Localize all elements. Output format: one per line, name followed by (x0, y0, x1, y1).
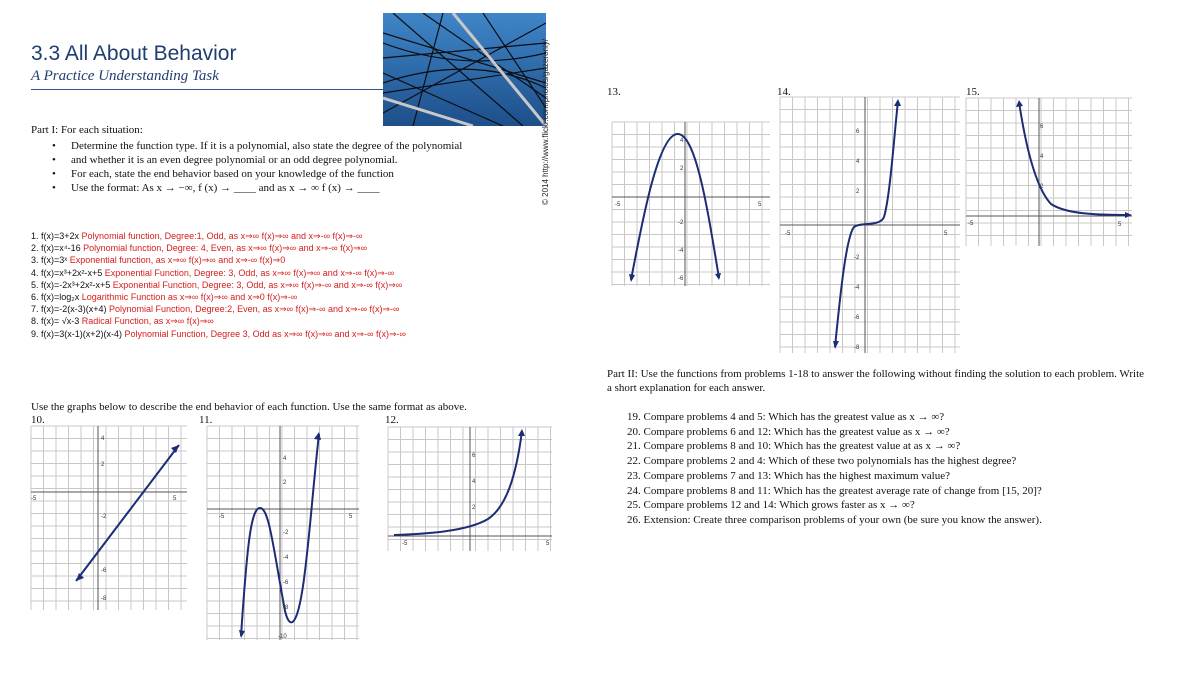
y-tick: 4 (856, 159, 860, 165)
page-subtitle: A Practice Understanding Task (31, 68, 219, 84)
part1-heading: Part I: For each situation: (31, 124, 143, 136)
answer-item: 3. f(x)=3ˣ Exponential function, as x⇒∞ f(x)⇒∞ and x⇒-∞ f(x)⇒0 (31, 255, 286, 266)
y-tick: 2 (680, 166, 684, 172)
part1-instructions (52, 139, 462, 195)
arrow-head-right (715, 273, 721, 280)
arrow-head-down (833, 341, 839, 349)
y-tick: -6 (678, 276, 684, 282)
graph-label-14: 14. (777, 86, 791, 98)
question-item: 25. Compare problems 12 and 14: Which grows faster as x → ∞? (627, 499, 915, 512)
y-tick: 6 (1040, 124, 1044, 130)
x-tick-left: -5 (219, 514, 225, 520)
question-item: 21. Compare problems 8 and 10: Which has the greatest value at as x → ∞? (627, 440, 961, 453)
grid (31, 426, 187, 610)
curve-cubic (835, 101, 898, 347)
graphs-instruction: Use the graphs below to describe the end behavior of each function. Use the same format as above. (31, 401, 467, 413)
answer-item: 8. f(x)= √x-3 Radical Function, as x⇒∞ f(x)⇒∞ (31, 316, 214, 327)
graph-label-11: 11. (199, 414, 213, 426)
y-tick: -4 (854, 285, 860, 291)
instruction-item-cont: • and whether it is an even degree polynomial or an odd degree polynomial. (52, 153, 462, 167)
y-tick: 6 (856, 129, 860, 135)
graph-label-10: 10. (31, 414, 45, 426)
question-item: 23. Compare problems 7 and 13: Which has the highest maximum value? (627, 469, 951, 482)
instruction-item-cont: • Use the format: As x → −∞, f (x) → ____ and as x → ∞ f (x) → ____ (52, 181, 462, 195)
instruction-item: • For each, state the end behavior based on your knowledge of the function (52, 167, 462, 181)
y-tick: -8 (283, 605, 289, 611)
graph-15 (966, 98, 1132, 246)
answer-item: 7. f(x)=-2(x-3)(x+4) Polynomial Function, Degree:2, Even, as x⇒∞ f(x)⇒-∞ and x⇒-∞ f(x)⇒-∞ (31, 304, 400, 315)
instruction-item: • Determine the function type. If it is a polynomial, also state the degree of the polynomial (52, 139, 462, 153)
graph-10 (31, 426, 187, 610)
y-tick: 2 (283, 480, 287, 486)
arrow-head-left (629, 274, 635, 282)
y-tick: 2 (472, 505, 476, 511)
graph-13 (612, 122, 770, 286)
x-tick-right: 5 (349, 514, 353, 520)
y-tick: 4 (1040, 154, 1044, 160)
question-item: 22. Compare problems 2 and 4: Which of these two polynomials has the highest degree? (627, 455, 1017, 468)
question-item: 19. Compare problems 4 and 5: Which has the greatest value as x → ∞? (627, 411, 945, 423)
y-tick: 4 (472, 479, 476, 485)
y-tick: 4 (101, 436, 105, 442)
page-title: 3.3 All About Behavior (31, 42, 237, 65)
y-tick: 4 (680, 138, 684, 144)
y-tick: -2 (678, 220, 684, 226)
y-tick: -8 (101, 596, 107, 602)
answer-item: 4. f(x)=x³+2x²-x+5 Exponential Function, Degree: 3, Odd, as x⇒∞ f(x)⇒∞ and x⇒-∞ f(x)⇒-∞ (31, 267, 395, 278)
x-tick-right: 5 (1118, 222, 1122, 228)
y-tick: -2 (283, 530, 289, 536)
x-tick-left: -5 (402, 541, 408, 547)
question-item: 24. Compare problems 8 and 11: Which has the greatest average rate of change from [15, 20]? (627, 484, 1042, 497)
y-tick: -6 (854, 315, 860, 321)
x-tick-right: 5 (944, 231, 948, 237)
y-tick: 2 (856, 189, 860, 195)
arrow-head-up (894, 99, 901, 106)
graph-label-15: 15. (966, 86, 980, 98)
part2-heading: Part II: Use the functions from problems 1-18 to answer the following without finding the solution to each problem. Write a short explanation for each answer. (607, 368, 1145, 394)
answer-list (31, 230, 406, 340)
y-tick: 4 (283, 456, 287, 462)
y-tick: -2 (854, 255, 860, 261)
x-tick-left: -5 (31, 496, 37, 502)
question-item: 26. Extension: Create three comparison problems of your own (be sure you know the answer). (627, 513, 1042, 526)
answer-item: 1. f(x)=3+2x Polynomial function, Degree:1, Odd, as x⇒∞ f(x)⇒∞ and x⇒-∞ f(x)⇒-∞ (31, 231, 363, 241)
arrow-head-up (1016, 100, 1023, 107)
answer-item: 9. f(x)=3(x-1)(x+2)(x-4) Polynomial Function, Degree 3, Odd as x⇒∞ f(x)⇒∞ and x⇒-∞ f(x)⇒-∞ (31, 328, 406, 339)
y-tick: -4 (283, 555, 289, 561)
question-list (627, 410, 1042, 528)
y-tick: 6 (472, 453, 476, 459)
title-divider (31, 89, 383, 90)
y-tick: -4 (678, 248, 684, 254)
grid (966, 98, 1132, 246)
y-tick: -10 (278, 634, 287, 640)
x-tick-right: 5 (546, 541, 550, 547)
arrow-head-up (518, 429, 525, 436)
y-tick: -6 (101, 568, 107, 574)
y-tick: -6 (283, 580, 289, 586)
x-tick-right: 5 (758, 202, 762, 208)
x-tick-right: 5 (173, 496, 177, 502)
x-tick-left: -5 (785, 231, 791, 237)
answer-item: 2. f(x)=x⁴-16 Polynomial function, Degree: 4, Even, as x⇒∞ f(x)⇒∞ and x⇒-∞ f(x)⇒∞ (31, 243, 368, 254)
question-item: 20. Compare problems 6 and 12: Which has the greatest value as x → ∞? (627, 425, 950, 438)
x-tick-left: -5 (968, 221, 974, 227)
graph-label-13: 13. (607, 86, 621, 98)
arrow-head-up (171, 445, 179, 453)
answer-item: 5. f(x)=-2x³+2x²-x+5 Exponential Function, Degree: 3, Odd, as x⇒∞ f(x)⇒-∞ and x⇒-∞ f(x)⇒∞ (31, 279, 403, 290)
graph-12 (388, 427, 552, 551)
answer-item: 6. f(x)=log₂x Logarithmic Function as x⇒∞ f(x)⇒∞ and x⇒0 f(x)⇒-∞ (31, 292, 298, 303)
y-tick: 2 (101, 462, 105, 468)
arrow-head-down (76, 573, 84, 581)
y-tick: 2 (1040, 184, 1044, 190)
x-tick-left: -5 (615, 202, 621, 208)
header-photo (383, 13, 546, 126)
graph-label-12: 12. (385, 414, 399, 426)
graph-14 (780, 97, 960, 353)
photo-credit: © 2014 http://www.flickr.com/photos/gazeronly/ (541, 39, 550, 205)
graph-11 (207, 426, 359, 640)
y-tick: -8 (854, 345, 860, 351)
y-tick: -2 (101, 514, 107, 520)
